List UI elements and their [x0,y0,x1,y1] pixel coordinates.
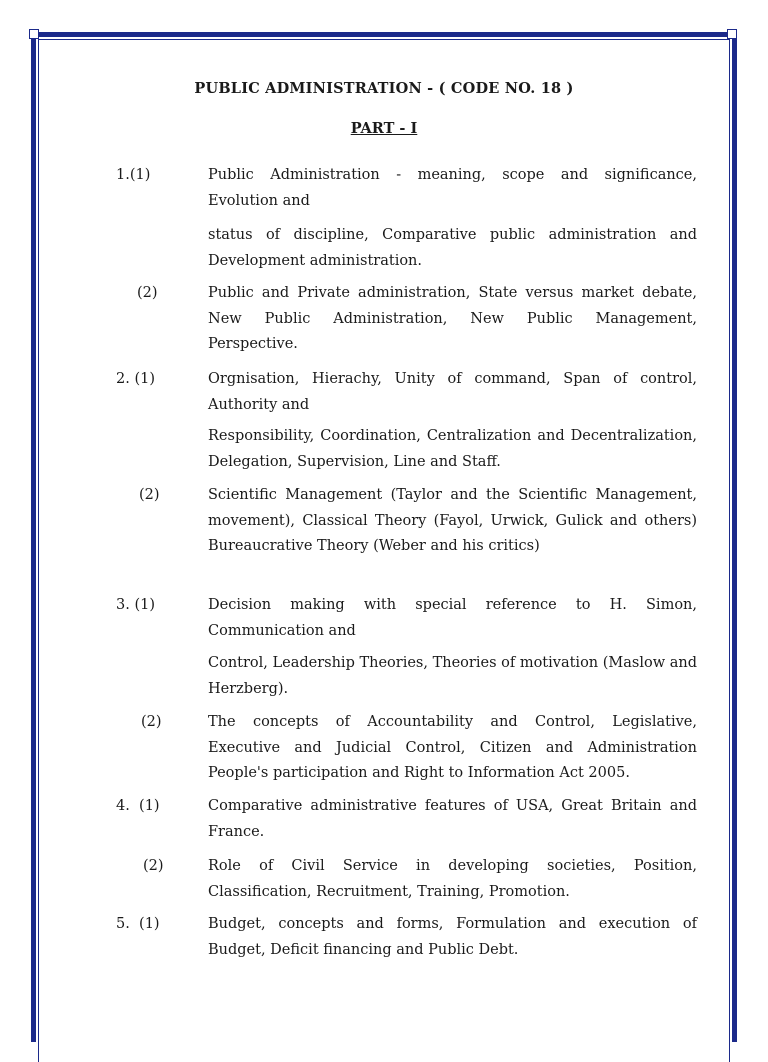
document-heading: PUBLIC ADMINISTRATION - ( CODE NO. 18 ) [194,80,574,97]
item-text: status of discipline, Comparative public administration and Development administration. [208,227,697,269]
item-number: 4. (1) [116,798,160,814]
item-number: (2) [141,714,162,730]
item-number: (2) [137,285,158,301]
item-text: Orgnisation, Hierachy, Unity of command, Span of control, Authority and [208,371,697,413]
item-number: (2) [139,487,160,503]
border-corner-ornament [727,29,737,39]
item-text: The concepts of Accountability and Control, Legislative, Executive and Judicial Control, Citizen and Administration People's participation and Right to Information Act 2005. [208,714,697,781]
item-text: Decision making with special reference to H. Simon, Communication and [208,597,697,639]
item-number: 5. (1) [116,916,160,932]
item-text: Responsibility, Coordination, Centralization and Decentralization, Delegation, Supervision, Line and Staff. [208,428,697,470]
item-text: Comparative administrative features of USA, Great Britain and France. [208,798,697,840]
item-text: Budget, concepts and forms, Formulation and execution of Budget, Deficit financing and Public Debt. [208,916,697,958]
item-text: Scientific Management (Taylor and the Scientific Management, movement), Classical Theory (Fayol, Urwick, Gulick and others) Bureaucrative Theory (Weber and his critics) [208,487,697,554]
part-heading: PART - I [350,120,418,137]
item-number: (2) [143,858,164,874]
item-number: 2. (1) [116,371,155,387]
item-number: 3. (1) [116,597,155,613]
item-text: Public Administration - meaning, scope and significance, Evolution and [208,167,697,209]
item-text: Public and Private administration, State versus market debate, New Public Administration, New Public Management, Perspective. [208,285,697,352]
item-text: Control, Leadership Theories, Theories of motivation (Maslow and Herzberg). [208,655,697,697]
border-corner-ornament [29,29,39,39]
item-number: 1.(1) [116,167,151,183]
item-text: Role of Civil Service in developing societies, Position, Classification, Recruitment, Training, Promotion. [208,858,697,900]
